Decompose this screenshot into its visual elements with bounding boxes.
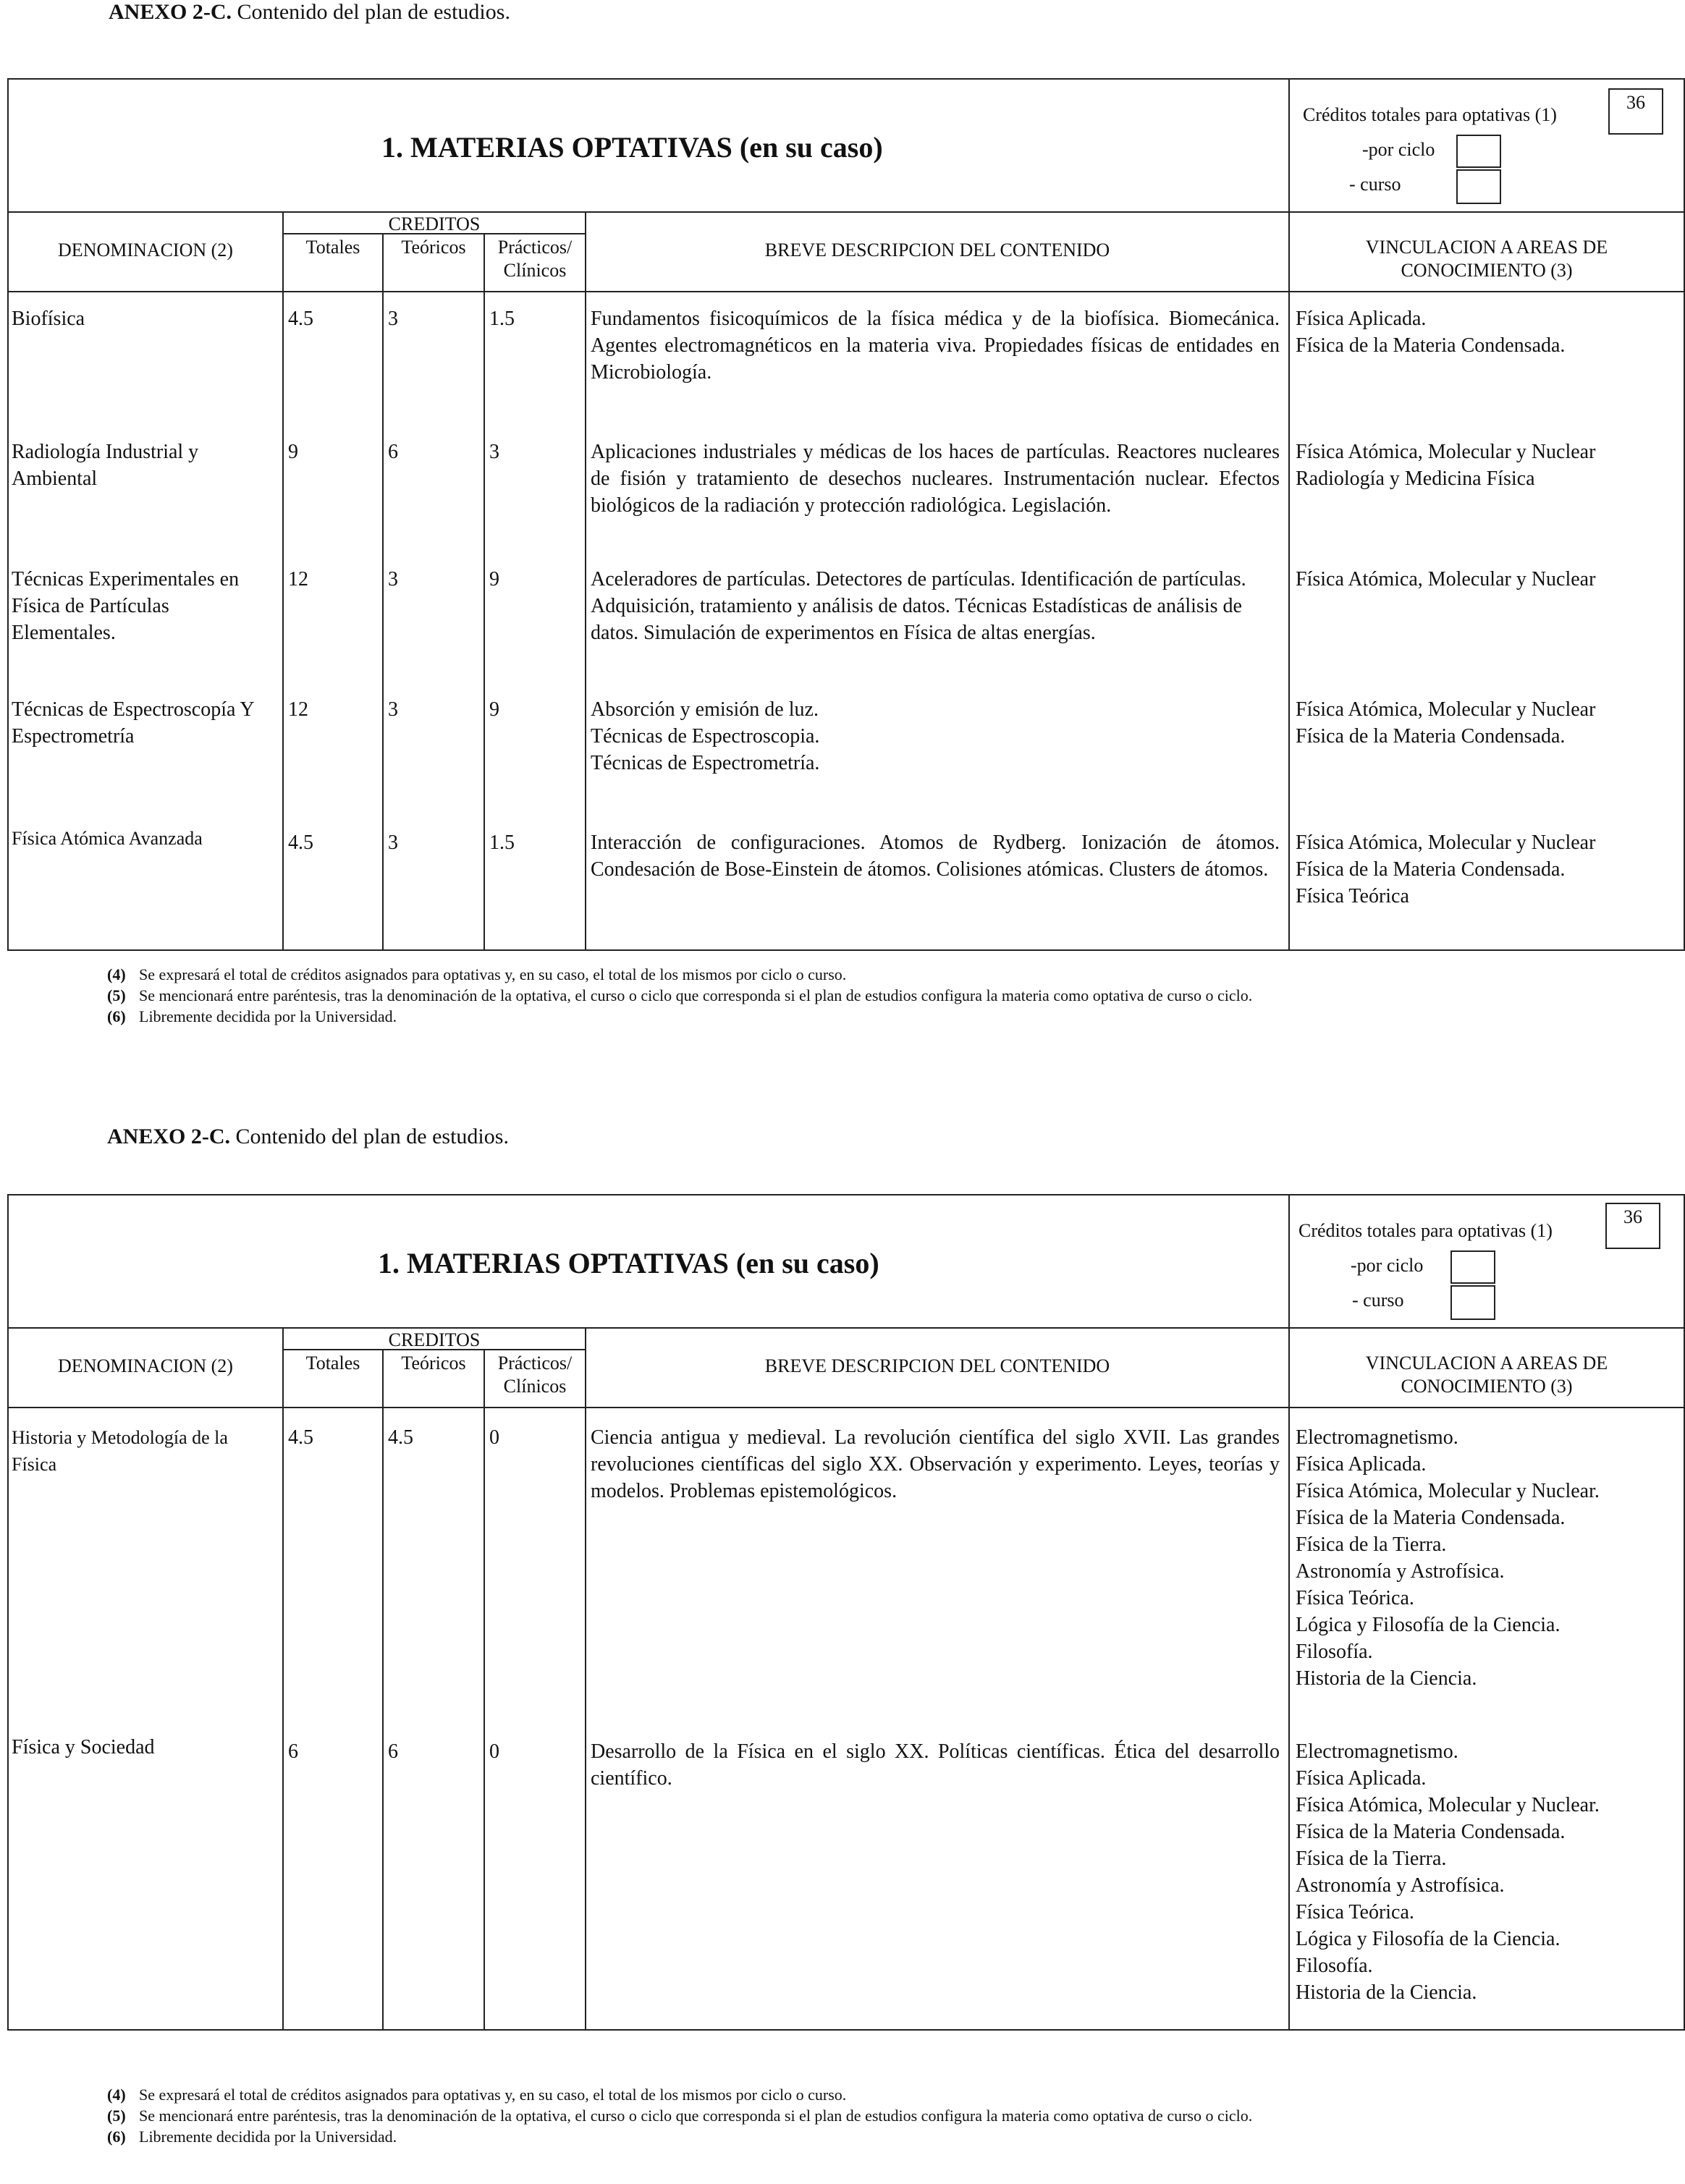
row-totales: 9 <box>288 441 298 463</box>
row-practicos: 0 <box>489 1740 499 1763</box>
area-item: Historia de la Ciencia. <box>1296 1981 1477 2004</box>
col-divider <box>382 234 384 949</box>
area-item: Electromagnetismo. <box>1296 1426 1458 1449</box>
credits-summary <box>1288 1195 1684 1327</box>
area-item: Física Atómica, Molecular y Nuclear. <box>1296 1794 1600 1816</box>
row-areas <box>1296 305 1684 359</box>
row-totales: 4.5 <box>288 831 313 854</box>
row-name: Historia y Metodología de la Física <box>12 1427 228 1475</box>
row-practicos: 9 <box>489 698 499 721</box>
area-item: Filosofía. <box>1296 1955 1373 1977</box>
row-practicos: 0 <box>489 1426 499 1449</box>
area-item: Física Teórica. <box>1296 1901 1414 1923</box>
row-teoricos: 6 <box>388 1740 398 1763</box>
row-name: Técnicas de Espectroscopía Y Espectrometría <box>12 698 254 748</box>
area-item: Física de la Materia Condensada. <box>1296 1507 1566 1529</box>
area-item: Radiología y Medicina Física <box>1296 467 1535 490</box>
area-item: Física de la Materia Condensada. <box>1296 725 1566 748</box>
area-item: Electromagnetismo. <box>1296 1740 1458 1763</box>
row-name: Radiología Industrial y Ambiental <box>12 441 199 490</box>
area-item: Física Atómica, Molecular y Nuclear <box>1296 698 1596 721</box>
row-description: Aplicaciones industriales y médicas de los haces de partículas. Reactores nucleares de fisión y tratamiento de desechos nucleares. Instrumentación nuclear. Efectos biológicos de la radiación y protección radiológica. Legislación. <box>591 441 1280 517</box>
col-teoricos: Teóricos <box>401 1353 466 1374</box>
credits-total-label: Créditos totales para optativas (1) <box>1303 104 1557 125</box>
row-description: Fundamentos fisicoquímicos de la física médica y de la biofísica. Biomecánica. Agentes electromagnéticos en la materia viva. Propiedades físicas de entidades en Microbiología. <box>591 308 1280 384</box>
table-header <box>9 80 1684 213</box>
row-totales: 6 <box>288 1740 298 1763</box>
credits-total-box <box>1608 88 1663 135</box>
col-clinicos: Clínicos <box>503 260 567 281</box>
area-item: Física de la Tierra. <box>1296 1533 1447 1556</box>
page-title: 1. MATERIAS OPTATIVAS (en su caso) <box>381 131 883 164</box>
col-creditos: CREDITOS <box>388 1329 481 1350</box>
annex-subtitle: Contenido del plan de estudios. <box>237 0 510 24</box>
col-descripcion: BREVE DESCRIPCION DEL CONTENIDO <box>764 240 1110 261</box>
page-title: 1. MATERIAS OPTATIVAS (en su caso) <box>378 1247 879 1279</box>
row-name: Biofísica <box>12 308 85 330</box>
row-name: Física Atómica Avanzada <box>12 828 203 849</box>
credits-total-value: 36 <box>1623 1206 1642 1227</box>
description-line: Absorción y emisión de luz. <box>591 698 819 721</box>
col-vinculacion-2: CONOCIMIENTO (3) <box>1401 1376 1573 1397</box>
area-item: Física de la Materia Condensada. <box>1296 858 1566 881</box>
row-description <box>591 696 1280 776</box>
curso-box <box>1450 1285 1495 1320</box>
row-teoricos: 3 <box>388 698 398 721</box>
area-item: Física Atómica, Molecular y Nuclear <box>1296 831 1596 854</box>
curso-label: - curso <box>1352 1290 1404 1311</box>
row-teoricos: 3 <box>388 568 398 591</box>
col-divider <box>483 1350 485 2029</box>
footnote-key: (4) <box>107 2086 126 2104</box>
area-item: Filosofía. <box>1296 1641 1373 1663</box>
row-description: Aceleradores de partículas. Detectores de partículas. Identificación de partículas. Adquisición, tratamiento y análisis de datos. Técnicas Estadísticas de análisis de datos. Simulación de experimentos en Física de altas energías. <box>591 568 1246 644</box>
creditos-underline <box>284 1349 585 1350</box>
optativas-table <box>7 1194 1685 2031</box>
col-vinculacion: VINCULACION A AREAS DE <box>1365 237 1608 258</box>
area-item: Física Teórica. <box>1296 1587 1414 1609</box>
col-creditos: CREDITOS <box>388 213 481 234</box>
col-practicos: Prácticos/ <box>497 237 573 258</box>
col-totales: Totales <box>305 1353 360 1374</box>
credits-total-value: 36 <box>1626 92 1645 113</box>
col-divider <box>1288 211 1290 949</box>
por-ciclo-label: -por ciclo <box>1351 1255 1424 1276</box>
footnote <box>107 2126 1598 2147</box>
por-ciclo-label: -por ciclo <box>1362 139 1435 160</box>
footnote <box>107 964 1598 985</box>
footnote-key: (5) <box>107 2107 126 2125</box>
row-totales: 12 <box>288 568 308 591</box>
por-ciclo-box <box>1450 1250 1495 1284</box>
table-header <box>9 1195 1684 1329</box>
annex-subtitle: Contenido del plan de estudios. <box>235 1125 509 1148</box>
por-ciclo-box <box>1456 135 1501 168</box>
col-divider <box>585 1327 586 2029</box>
annex-label: ANEXO 2-C. <box>109 0 232 24</box>
col-vinculacion-2: CONOCIMIENTO (3) <box>1401 260 1573 281</box>
area-item: Física Atómica, Molecular y Nuclear <box>1296 441 1596 463</box>
col-denominacion: DENOMINACION (2) <box>58 240 233 261</box>
annex-label: ANEXO 2-C. <box>107 1125 230 1148</box>
col-denominacion: DENOMINACION (2) <box>58 1355 233 1376</box>
row-name: Técnicas Experimentales en Física de Partículas Elementales. <box>12 568 240 644</box>
row-areas <box>1296 566 1684 593</box>
footnote-text: Se mencionará entre paréntesis, tras la denominación de la optativa, el curso o ciclo que corresponda si el plan de estudios configura la materia como optativa de curso o ciclo. <box>139 2107 1253 2125</box>
col-divider <box>282 1327 284 2029</box>
row-areas <box>1296 439 1684 492</box>
row-teoricos: 3 <box>388 831 398 854</box>
col-divider <box>483 234 485 949</box>
footnote-text: Se expresará el total de créditos asignados para optativas y, en su caso, el total de los mismos por ciclo o curso. <box>139 2086 847 2104</box>
footnotes <box>107 964 1598 1027</box>
curso-label: - curso <box>1349 174 1401 195</box>
area-item: Astronomía y Astrofísica. <box>1296 1560 1505 1583</box>
annex-heading <box>107 1125 509 1149</box>
annex-section-2 <box>0 1114 1685 2184</box>
area-item: Astronomía y Astrofísica. <box>1296 1874 1505 1897</box>
column-headers <box>9 1327 1684 1408</box>
row-practicos: 1.5 <box>489 308 515 330</box>
row-totales: 4.5 <box>288 308 313 330</box>
footnote-key: (4) <box>107 965 126 983</box>
description-line: Técnicas de Espectroscopia. <box>591 725 820 748</box>
creditos-underline <box>284 233 585 234</box>
area-item: Física de la Tierra. <box>1296 1847 1447 1870</box>
col-divider <box>382 1350 384 2029</box>
column-headers <box>9 211 1684 292</box>
row-practicos: 9 <box>489 568 499 591</box>
area-item: Física de la Materia Condensada. <box>1296 334 1566 357</box>
footnote-text: Libremente decidida por la Universidad. <box>139 1007 397 1025</box>
area-item: Física de la Materia Condensada. <box>1296 1821 1566 1843</box>
optativas-table <box>7 78 1685 951</box>
row-teoricos: 4.5 <box>388 1426 413 1449</box>
area-item: Física Atómica, Molecular y Nuclear <box>1296 568 1596 591</box>
row-totales: 12 <box>288 698 308 721</box>
footnote-key: (6) <box>107 1007 126 1025</box>
area-item: Física Aplicada. <box>1296 1767 1427 1790</box>
col-totales: Totales <box>305 237 360 258</box>
col-vinculacion: VINCULACION A AREAS DE <box>1365 1353 1608 1374</box>
row-practicos: 1.5 <box>489 831 515 854</box>
area-item: Física Aplicada. <box>1296 1453 1427 1476</box>
credits-summary <box>1288 80 1684 211</box>
curso-box <box>1456 169 1501 204</box>
row-areas <box>1296 1738 1684 2006</box>
row-areas <box>1296 1424 1684 1692</box>
credits-total-label: Créditos totales para optativas (1) <box>1298 1220 1553 1241</box>
footnote <box>107 2084 1598 2105</box>
footnote-text: Libremente decidida por la Universidad. <box>139 2128 397 2146</box>
footnotes <box>107 2084 1598 2147</box>
col-divider <box>1288 1327 1290 2029</box>
row-teoricos: 3 <box>388 308 398 330</box>
credits-total-box <box>1605 1203 1660 1249</box>
row-areas <box>1296 829 1684 910</box>
footnote-text: Se mencionará entre paréntesis, tras la denominación de la optativa, el curso o ciclo que corresponda si el plan de estudios configura la materia como optativa de curso o ciclo. <box>139 986 1253 1004</box>
footnote-text: Se expresará el total de créditos asignados para optativas y, en su caso, el total de los mismos por ciclo o curso. <box>139 965 847 983</box>
row-totales: 4.5 <box>288 1426 313 1449</box>
area-item: Física Aplicada. <box>1296 308 1427 330</box>
row-description: Ciencia antigua y medieval. La revolución científica del siglo XVII. Las grandes revoluciones científicas del siglo XX. Observación y experimento. Leyes, teorías y modelos. Problemas epistemológicos. <box>591 1426 1280 1502</box>
area-item: Lógica y Filosofía de la Ciencia. <box>1296 1928 1561 1950</box>
area-item: Historia de la Ciencia. <box>1296 1667 1477 1690</box>
row-description: Desarrollo de la Física en el siglo XX. Políticas científicas. Ética del desarrollo científico. <box>591 1740 1280 1790</box>
area-item: Física Atómica, Molecular y Nuclear. <box>1296 1480 1600 1502</box>
annex-heading <box>109 0 510 25</box>
footnote <box>107 985 1598 1006</box>
col-practicos: Prácticos/ <box>497 1353 573 1374</box>
row-practicos: 3 <box>489 441 499 463</box>
footnote <box>107 1006 1598 1027</box>
col-descripcion: BREVE DESCRIPCION DEL CONTENIDO <box>764 1355 1110 1376</box>
footnote-key: (5) <box>107 986 126 1004</box>
col-divider <box>585 211 586 949</box>
col-clinicos: Clínicos <box>503 1376 567 1397</box>
row-teoricos: 6 <box>388 441 398 463</box>
col-divider <box>282 211 284 949</box>
area-item: Física Teórica <box>1296 885 1409 907</box>
footnote-key: (6) <box>107 2128 126 2146</box>
row-areas <box>1296 696 1684 750</box>
description-line: Técnicas de Espectrometría. <box>591 752 820 774</box>
area-item: Lógica y Filosofía de la Ciencia. <box>1296 1614 1561 1636</box>
footnote <box>107 2105 1598 2126</box>
col-teoricos: Teóricos <box>401 237 466 258</box>
row-description: Interacción de configuraciones. Atomos de Rydberg. Ionización de átomos. Condesación de Bose-Einstein de átomos. Colisiones atómicas. Clusters de átomos. <box>591 831 1280 881</box>
row-name: Física y Sociedad <box>12 1736 155 1758</box>
